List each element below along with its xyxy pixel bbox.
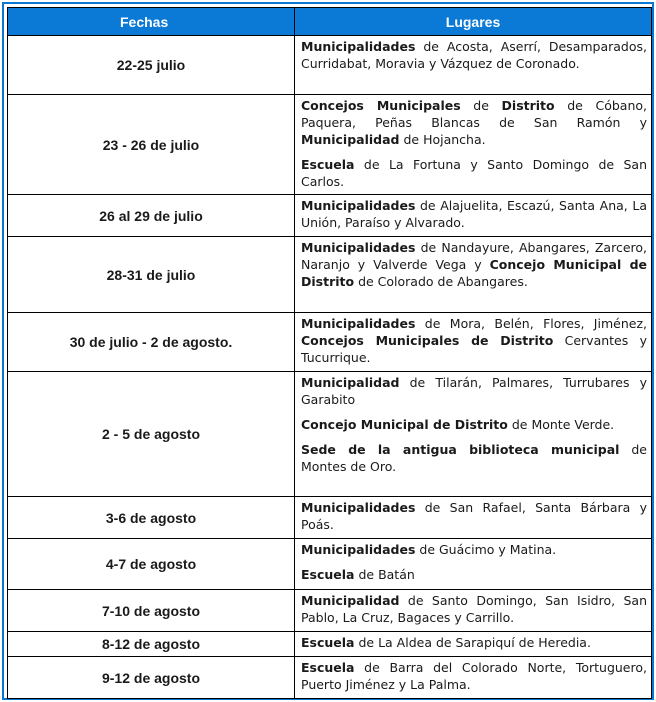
place-list-text: de San Rafael, Santa Bárbara y Poás. <box>301 500 647 532</box>
table-row <box>8 590 652 632</box>
places-cell <box>295 36 652 95</box>
place-list-text: de Nandayure, Abangares, Zarcero, Naranjo y Valverde Vega y <box>301 240 647 272</box>
place-list-text: Cervantes y Tucurrique. <box>301 333 647 365</box>
place-list-text: de Hojancha. <box>399 132 486 147</box>
institution-name: Municipalidades <box>301 39 416 54</box>
institution-name: Municipalidades <box>301 240 416 255</box>
schedule-frame <box>2 2 654 700</box>
institution-name: Escuela <box>301 157 355 172</box>
date-cell: 22-25 julio <box>8 36 295 95</box>
place-list-text: de Acosta, Aserrí, Desamparados, Curridabat, Moravia y Vázquez de Coronado. <box>301 39 647 71</box>
table-row <box>8 632 652 657</box>
place-list-text: de <box>460 98 502 113</box>
place-list-text: de Monte Verde. <box>507 417 615 432</box>
institution-name: Distrito <box>501 98 555 113</box>
place-list-text: de Montes de Oro. <box>301 442 647 474</box>
date-cell: 28-31 de julio <box>8 237 295 313</box>
places-paragraph <box>301 97 647 148</box>
places-paragraph <box>301 634 647 651</box>
institution-name: Municipalidades <box>301 500 416 515</box>
places-paragraph <box>301 197 647 231</box>
places-paragraph <box>301 38 647 72</box>
date-cell: 4-7 de agosto <box>8 539 295 590</box>
date-cell: 26 al 29 de julio <box>8 195 295 237</box>
places-paragraph <box>301 592 647 626</box>
institution-name: Municipalidades <box>301 198 416 213</box>
table-row <box>8 539 652 590</box>
places-cell <box>295 313 652 372</box>
places-paragraph <box>301 441 647 475</box>
institution-name: Municipalidades <box>301 316 416 331</box>
places-paragraph <box>301 416 647 433</box>
places-paragraph <box>301 156 647 190</box>
places-paragraph <box>301 315 647 366</box>
places-cell <box>295 95 652 195</box>
places-paragraph <box>301 374 647 408</box>
table-row <box>8 195 652 237</box>
places-cell <box>295 237 652 313</box>
places-cell <box>295 632 652 657</box>
header-lugares: Lugares <box>295 8 652 36</box>
places-cell <box>295 657 652 699</box>
places-cell <box>295 590 652 632</box>
places-cell <box>295 372 652 497</box>
institution-name: Concejos Municipales de Distrito <box>301 333 554 348</box>
date-cell: 30 de julio - 2 de agosto. <box>8 313 295 372</box>
place-list-text: de Colorado de Abangares. <box>354 274 528 289</box>
institution-name: Concejos Municipales <box>301 98 461 113</box>
place-list-text: de Tilarán, Palmares, Turrubares y Garabito <box>301 375 647 407</box>
place-list-text: de Batán <box>354 567 415 582</box>
table-row <box>8 497 652 539</box>
places-paragraph <box>301 499 647 533</box>
table-row <box>8 237 652 313</box>
date-cell: 3-6 de agosto <box>8 497 295 539</box>
table-row <box>8 657 652 699</box>
places-cell <box>295 497 652 539</box>
place-list-text: de Alajuelita, Escazú, Santa Ana, La Unión, Paraíso y Alvarado. <box>301 198 647 230</box>
places-paragraph <box>301 239 647 290</box>
place-list-text: de Santo Domingo, San Isidro, San Pablo, La Cruz, Bagaces y Carrillo. <box>301 593 647 625</box>
institution-name: Escuela <box>301 567 355 582</box>
place-list-text: de La Fortuna y Santo Domingo de San Carlos. <box>301 157 647 189</box>
institution-name: Municipalidad <box>301 132 400 147</box>
table-row <box>8 36 652 95</box>
date-cell: 2 - 5 de agosto <box>8 372 295 497</box>
place-list-text: de Cóbano, Paquera, Peñas Blancas de San Ramón y <box>301 98 647 130</box>
institution-name: Municipalidades <box>301 542 416 557</box>
institution-name: Concejo Municipal de Distrito <box>301 417 508 432</box>
date-cell: 9-12 de agosto <box>8 657 295 699</box>
institution-name: Municipalidad <box>301 375 400 390</box>
date-cell: 7-10 de agosto <box>8 590 295 632</box>
schedule-rows <box>8 36 652 699</box>
header-fechas: Fechas <box>8 8 295 36</box>
date-cell: 23 - 26 de julio <box>8 95 295 195</box>
date-cell: 8-12 de agosto <box>8 632 295 657</box>
places-cell <box>295 539 652 590</box>
institution-name: Escuela <box>301 635 355 650</box>
header-row <box>8 8 652 36</box>
place-list-text: de La Aldea de Sarapiquí de Heredia. <box>354 635 591 650</box>
places-paragraph <box>301 659 647 693</box>
institution-name: Escuela <box>301 660 355 675</box>
table-row <box>8 313 652 372</box>
schedule-table <box>7 7 652 699</box>
table-row <box>8 372 652 497</box>
institution-name: Sede de la antigua biblioteca municipal <box>301 442 620 457</box>
places-cell <box>295 195 652 237</box>
place-list-text: de Barra del Colorado Norte, Tortuguero, Puerto Jiménez y La Palma. <box>301 660 647 692</box>
institution-name: Municipalidad <box>301 593 400 608</box>
place-list-text: de Guácimo y Matina. <box>415 542 557 557</box>
place-list-text: de Mora, Belén, Flores, Jiménez, <box>415 316 647 331</box>
places-paragraph <box>301 566 647 583</box>
table-row <box>8 95 652 195</box>
institution-name: Concejo Municipal de Distrito <box>301 257 647 289</box>
places-paragraph <box>301 541 647 558</box>
